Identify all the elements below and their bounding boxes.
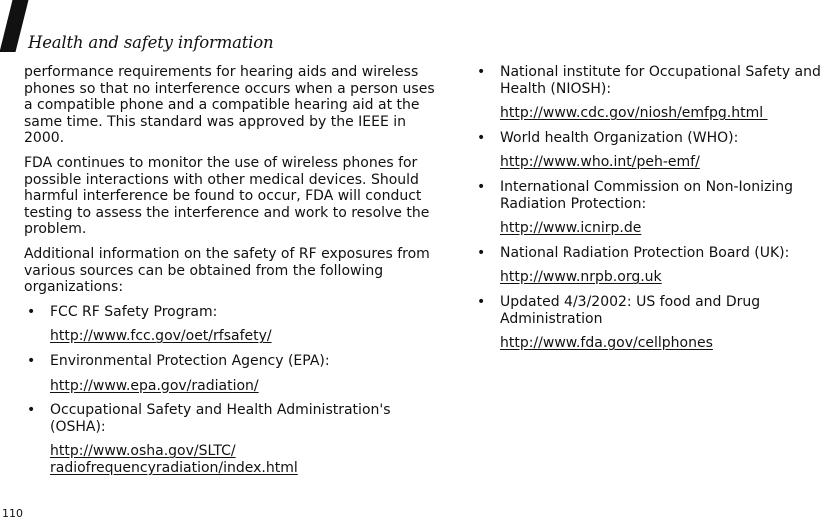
link-osha[interactable]	[50, 443, 436, 476]
bullet-icon: •	[27, 352, 36, 369]
bullet-icon: •	[477, 178, 486, 195]
link-osha-line-1[interactable]: http://www.osha.gov/SLTC/	[50, 443, 236, 460]
list-item-nrpb	[474, 245, 836, 262]
list-item-label: International Commission on Non-Ionizing Radiation Protection:	[500, 178, 793, 212]
list-item-label: Environmental Protection Agency (EPA):	[50, 352, 330, 369]
paragraph-fda-monitoring: FDA continues to monitor the use of wireless phones for possible interactions with other medical devices. Should harmful interference be found to occur, FDA will conduct testing to assess the interference and work to resolve the problem.	[24, 154, 430, 238]
page-number: 110	[2, 507, 23, 520]
list-item-icnirp	[474, 179, 836, 212]
link-niosh[interactable]: http://www.cdc.gov/niosh/emfpg.html	[500, 105, 768, 122]
left-column	[24, 64, 436, 476]
paragraph-hearing-aid-standard: performance requirements for hearing aids and wireless phones so that no interference occurs when a person uses a compatible phone and a compatible hearing aid at the same time. This standard was approved by the IEEE in 2000.	[24, 64, 435, 147]
list-item-label: Occupational Safety and Health Administration's (OSHA):	[50, 402, 391, 435]
list-item-label: National institute for Occupational Safety and Health (NIOSH):	[500, 64, 821, 97]
link-icnirp[interactable]: http://www.icnirp.de	[500, 220, 642, 237]
list-item-epa	[24, 353, 436, 370]
list-item-fcc	[24, 304, 436, 321]
right-column	[474, 64, 836, 360]
list-item-fda	[474, 294, 836, 327]
link-epa[interactable]: http://www.epa.gov/radiation/	[50, 377, 259, 394]
bullet-icon: •	[477, 244, 486, 261]
bullet-icon: •	[477, 129, 486, 146]
link-nrpb[interactable]: http://www.nrpb.org.uk	[500, 269, 662, 286]
link-osha-line-2[interactable]: radiofrequencyradiation/index.html	[50, 459, 298, 476]
list-item-label: Updated 4/3/2002: US food and Drug Administration	[500, 293, 761, 327]
list-item-label: FCC RF Safety Program:	[50, 303, 218, 320]
list-item-label: World health Organization (WHO):	[500, 129, 739, 146]
list-item-osha	[24, 402, 436, 435]
header-accent-bar	[0, 0, 28, 52]
list-item-niosh	[474, 64, 836, 97]
bullet-icon: •	[477, 293, 486, 310]
list-item-label: National Radiation Protection Board (UK):	[500, 244, 790, 261]
bullet-icon: •	[27, 402, 36, 419]
list-item-who	[474, 130, 836, 147]
bullet-icon: •	[27, 303, 36, 320]
page-title: Health and safety information	[28, 33, 274, 52]
paragraph-additional-info: Additional information on the safety of RF exposures from various sources can be obtained from the following organizations:	[24, 245, 430, 296]
bullet-icon: •	[477, 64, 486, 80]
link-fcc[interactable]: http://www.fcc.gov/oet/rfsafety/	[50, 328, 272, 345]
link-who[interactable]: http://www.who.int/peh-emf/	[500, 154, 700, 171]
link-fda[interactable]: http://www.fda.gov/cellphones	[500, 335, 713, 352]
